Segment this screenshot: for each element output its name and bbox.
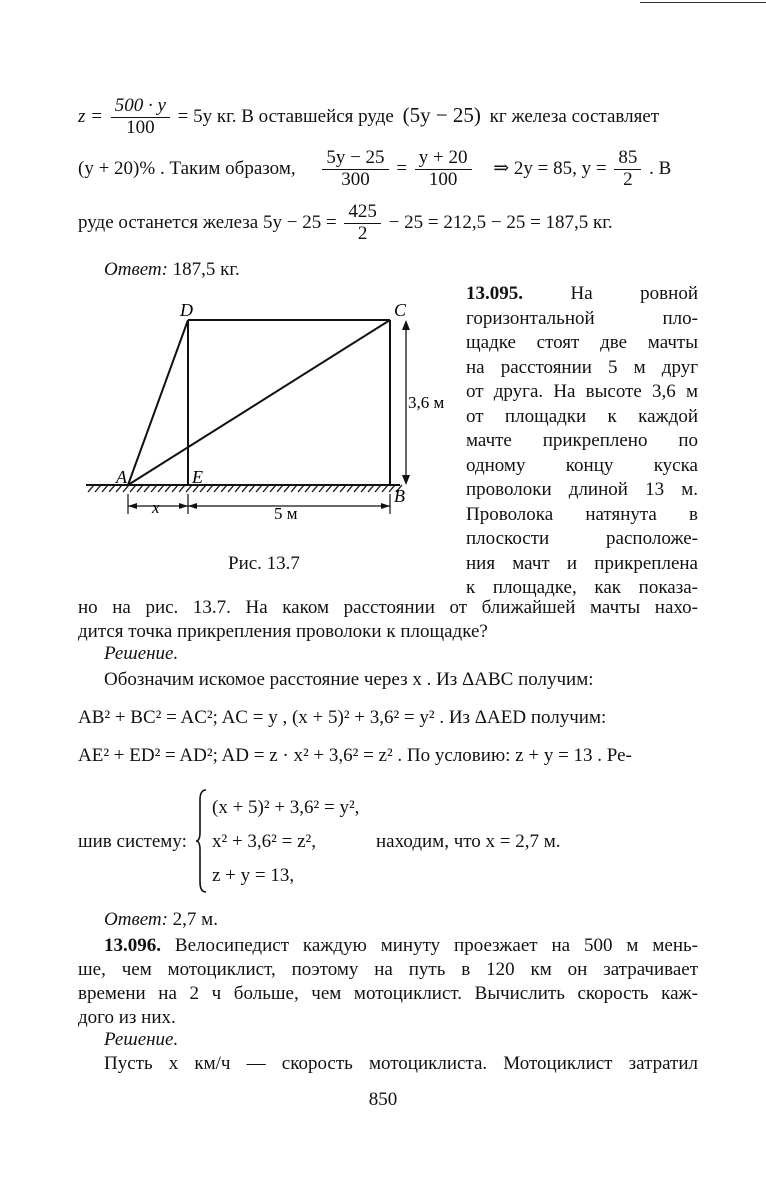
system-eq-3: z + y = 13, <box>212 865 295 886</box>
hatch-mark <box>382 485 388 492</box>
hatch-mark <box>144 485 150 492</box>
hatch-mark <box>228 485 234 492</box>
label-x: x <box>152 498 160 517</box>
hatch-mark <box>333 485 339 492</box>
label-a: A <box>116 467 127 487</box>
hatch-mark <box>361 485 367 492</box>
solution-1-line-3: AE² + ED² = AD²; AD = z · x² + 3,6² = z² . По условию: z + y = 13 . Ре- <box>78 745 632 766</box>
problem-13-096-line-2: ше, чем мотоциклист, поэтому на путь в 120 км он затрачивает <box>78 959 698 980</box>
formula-line-2: (y + 20)% . Таким образом, $\frac{5y - 25}{300}$ = $\frac{y + 20}{100}$ ⇒ 2y = 85, y = $\frac{85}{2}$ . В <box>78 147 672 190</box>
solution-2-line-1: Пусть x км/ч — скорость мотоциклиста. Мотоциклист затратил <box>104 1053 698 1074</box>
hatch-mark <box>312 485 318 492</box>
figure-caption: Рис. 13.7 <box>228 553 300 574</box>
label-height: 3,6 м <box>408 393 445 412</box>
hatch-mark <box>158 485 164 492</box>
hatch-mark <box>179 485 185 492</box>
problem-line: 13.095. На ровной <box>466 283 698 304</box>
problem-line: одному концу куска <box>466 454 698 476</box>
hatch-mark <box>221 485 227 492</box>
label-d: D <box>180 300 193 320</box>
problem-line: щадке стоят две мачты <box>466 332 698 353</box>
wire-ad <box>128 320 188 485</box>
hatch-mark <box>137 485 143 492</box>
hatch-mark <box>88 485 94 492</box>
hatch-mark <box>284 485 290 492</box>
problem-line: к площадке, как показа- <box>466 577 698 598</box>
hatch-mark <box>165 485 171 492</box>
answer-2: Ответ: 2,7 м. <box>104 909 218 930</box>
system-brace <box>196 788 208 894</box>
hatch-mark <box>347 485 353 492</box>
hatch-mark <box>263 485 269 492</box>
problem-full-line-1: но на рис. 13.7. На каком расстоянии от ближайшей мачты нахо- <box>78 597 698 618</box>
solving-prefix: шив систему: <box>78 831 187 852</box>
problem-line: проволоки длиной 13 м. <box>466 479 698 500</box>
figure-13-7 <box>82 296 452 526</box>
solution-1-line-1: Обозначим искомое расстояние через x . Из ΔABC получим: <box>104 669 594 690</box>
problem-13-096-line-4: дого из них. <box>78 1007 176 1028</box>
hatch-mark <box>172 485 178 492</box>
fraction-500y-100: $\frac{500 \cdot y}{100}$ <box>111 96 170 139</box>
hatch-mark <box>214 485 220 492</box>
hatch-mark <box>109 485 115 492</box>
label-c: C <box>394 300 407 320</box>
ground-hatching <box>86 485 402 492</box>
hatch-mark <box>242 485 248 492</box>
problem-line: от площадки к каждой <box>466 405 698 427</box>
label-e: E <box>192 467 203 487</box>
problem-line: от друга. На высоте 3,6 м <box>466 381 698 402</box>
wire-ac <box>128 320 390 485</box>
problem-13-096-line-3: времени на 2 ч больше, чем мотоциклист. Вычислить скорость каж- <box>78 983 698 1004</box>
hatch-mark <box>298 485 304 492</box>
problem-line: ния мачт и прикреплена <box>466 552 698 574</box>
hatch-mark <box>277 485 283 492</box>
hatch-mark <box>305 485 311 492</box>
label-5m: 5 м <box>274 504 298 523</box>
hatch-mark <box>270 485 276 492</box>
solution-1-line-2: AB² + BC² = AC²; AC = y , (x + 5)² + 3,6² = y² . Из ΔAED получим: <box>78 707 607 728</box>
hatch-mark <box>249 485 255 492</box>
answer-1: Ответ: 187,5 кг. <box>104 259 240 280</box>
hatch-mark <box>207 485 213 492</box>
hatch-mark <box>375 485 381 492</box>
problem-line: мачте прикреплено по <box>466 430 698 451</box>
problem-13-096-line-1: 13.096. Велосипедист каждую минуту проезжает на 500 м мень- <box>104 935 698 956</box>
hatch-mark <box>326 485 332 492</box>
formula-line-3: руде останется железа 5y − 25 = $\frac{425}{2}$ − 25 = 212,5 − 25 = 187,5 кг. <box>78 201 613 244</box>
header-rule <box>640 2 766 3</box>
hatch-mark <box>151 485 157 492</box>
problem-line: плоскости расположе- <box>466 528 698 549</box>
hatch-mark <box>102 485 108 492</box>
solution-2-label: Решение. <box>104 1029 179 1050</box>
hatch-mark <box>291 485 297 492</box>
hatch-mark <box>235 485 241 492</box>
hatch-mark <box>130 485 136 492</box>
solution-1-label: Решение. <box>104 643 179 664</box>
formula-line-1: z = $\frac{500 \cdot y}{100}$ = 5y кг. В оставшейся руде (5y − 25) кг железа составляет <box>78 95 660 138</box>
problem-13-095-column <box>466 282 698 601</box>
hatch-mark <box>256 485 262 492</box>
hatch-mark <box>319 485 325 492</box>
hatch-mark <box>340 485 346 492</box>
problem-line: на расстоянии 5 м друг <box>466 356 698 378</box>
hatch-mark <box>354 485 360 492</box>
problem-full-line-2: дится точка прикрепления проволоки к площадке? <box>78 621 488 642</box>
system-eq-1: (x + 5)² + 3,6² = y², <box>212 797 360 818</box>
problem-line: Проволока натянута в <box>466 503 698 525</box>
solving-suffix: находим, что x = 2,7 м. <box>376 831 561 852</box>
label-b: B <box>394 486 405 506</box>
hatch-mark <box>368 485 374 492</box>
hatch-mark <box>95 485 101 492</box>
problem-line: горизонтальной пло- <box>466 307 698 329</box>
page-number: 850 <box>368 1089 398 1110</box>
system-eq-2: x² + 3,6² = z², <box>212 831 316 852</box>
